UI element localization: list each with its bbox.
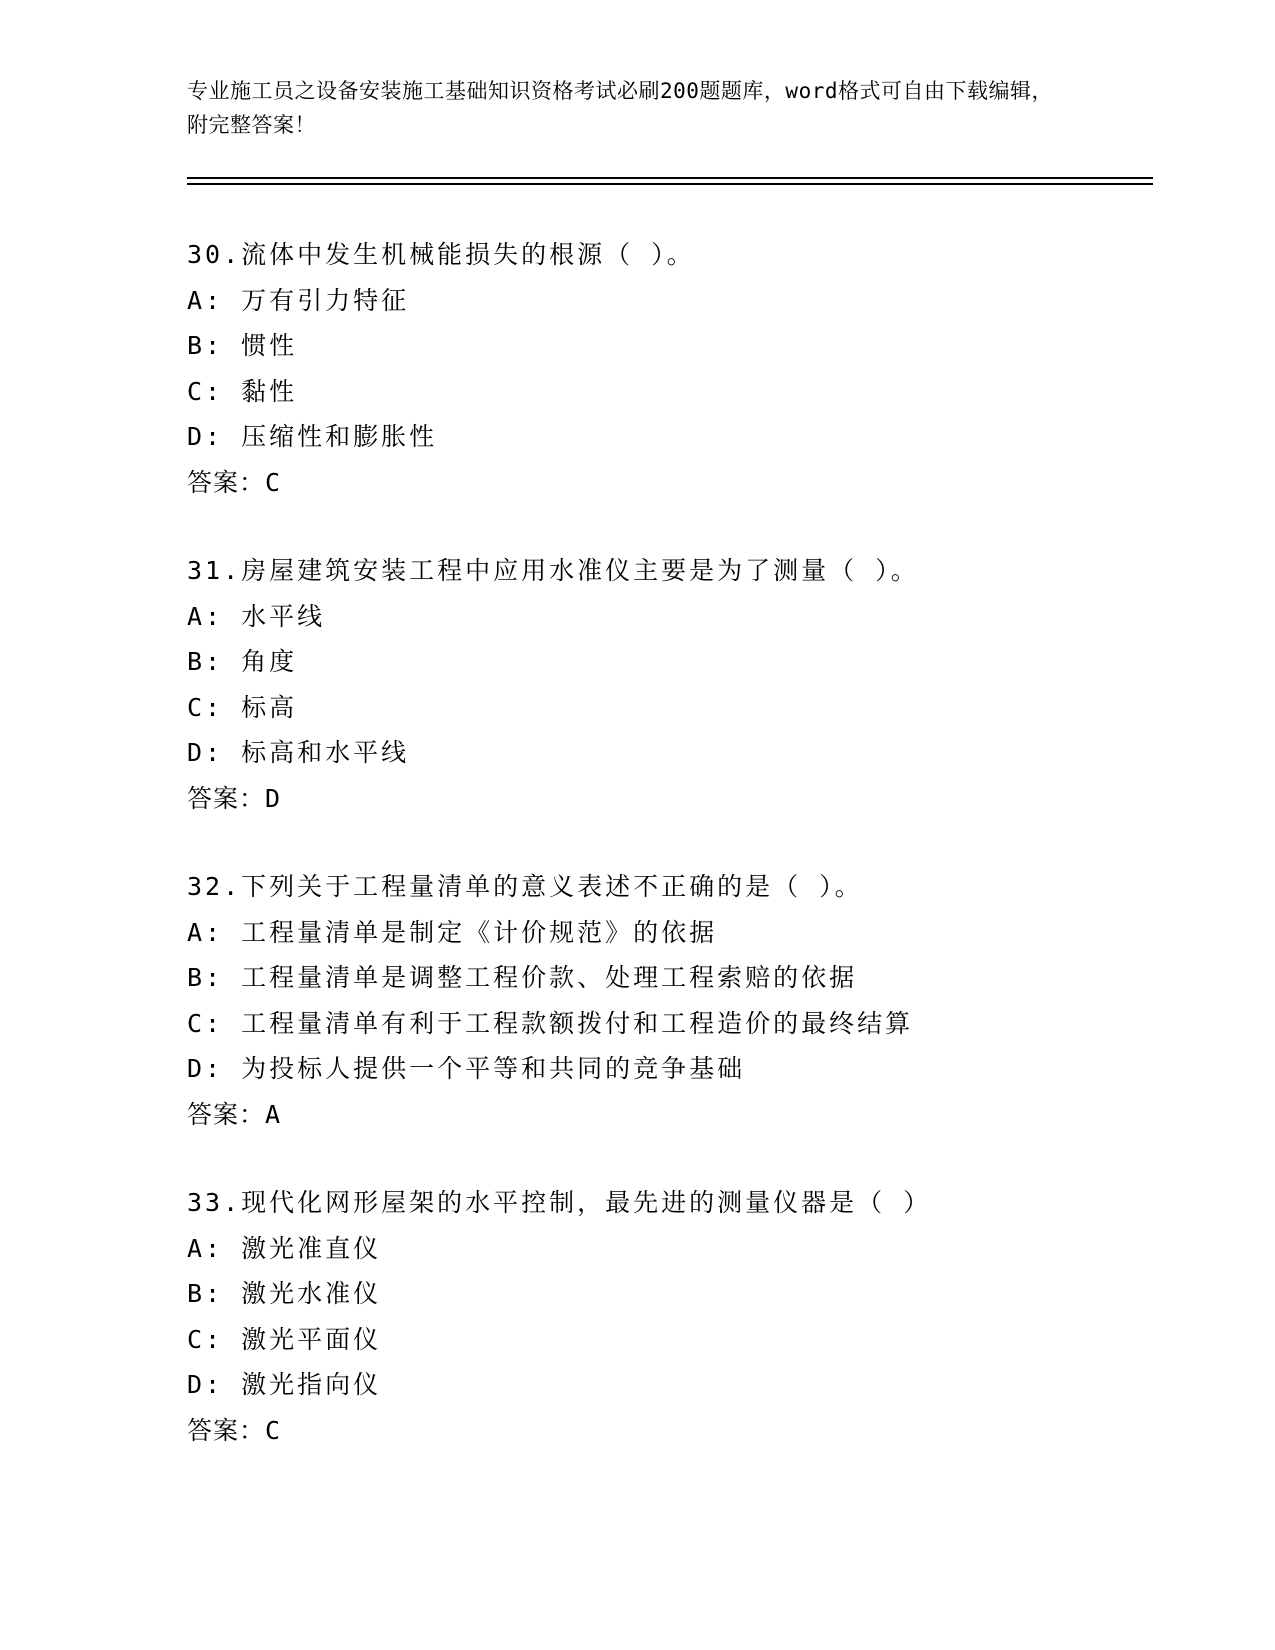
answer-value: D xyxy=(265,783,282,813)
question-stem: 31.房屋建筑安装工程中应用水准仪主要是为了测量（ ）。 xyxy=(187,556,919,585)
question-block xyxy=(187,232,1187,505)
option-d: D: 标高和水平线 xyxy=(187,738,410,767)
answer-value: C xyxy=(265,467,282,497)
answer-value: A xyxy=(265,1099,282,1129)
option-d: D: 压缩性和膨胀性 xyxy=(187,422,438,451)
option-c: C: 激光平面仪 xyxy=(187,1324,382,1354)
option-a: A: 水平线 xyxy=(187,601,326,631)
question-block xyxy=(187,548,1187,821)
question-block xyxy=(187,864,1187,1137)
answer-label: 答案： xyxy=(187,1099,266,1129)
option-d: D: 激光指向仪 xyxy=(187,1370,382,1399)
answer-line xyxy=(187,1408,1187,1454)
option-b: B: 工程量清单是调整工程价款、处理工程索赔的依据 xyxy=(187,963,858,992)
answer-label: 答案： xyxy=(187,783,266,813)
option-b: B: 惯性 xyxy=(187,331,298,360)
option-a: A: 万有引力特征 xyxy=(187,285,410,315)
answer-label: 答案： xyxy=(187,1415,266,1445)
question-stem: 32.下列关于工程量清单的意义表述不正确的是（ ）。 xyxy=(187,872,863,901)
question-list xyxy=(187,232,1187,1496)
answer-line xyxy=(187,1092,1187,1138)
answer-value: C xyxy=(265,1415,282,1445)
option-a: A: 工程量清单是制定《计价规范》的依据 xyxy=(187,917,718,947)
answer-line xyxy=(187,460,1187,506)
option-a: A: 激光准直仪 xyxy=(187,1233,382,1263)
question-stem: 30.流体中发生机械能损失的根源（ ）。 xyxy=(187,240,695,269)
header-divider-top xyxy=(187,177,1153,179)
question-block xyxy=(187,1180,1187,1453)
option-b: B: 激光水准仪 xyxy=(187,1279,382,1308)
answer-line xyxy=(187,776,1187,822)
answer-label: 答案： xyxy=(187,467,266,497)
document-header: 专业施工员之设备安装施工基础知识资格考试必刷200题题库，word格式可自由下载编辑，附完整答案！ xyxy=(187,79,1053,137)
option-d: D: 为投标人提供一个平等和共同的竞争基础 xyxy=(187,1054,746,1083)
option-b: B: 角度 xyxy=(187,647,298,676)
header-divider-bottom xyxy=(187,183,1153,185)
option-c: C: 工程量清单有利于工程款额拨付和工程造价的最终结算 xyxy=(187,1008,914,1038)
option-c: C: 黏性 xyxy=(187,376,298,406)
option-c: C: 标高 xyxy=(187,692,298,722)
question-stem: 33.现代化网形屋架的水平控制，最先进的测量仪器是（ ） xyxy=(187,1188,932,1217)
